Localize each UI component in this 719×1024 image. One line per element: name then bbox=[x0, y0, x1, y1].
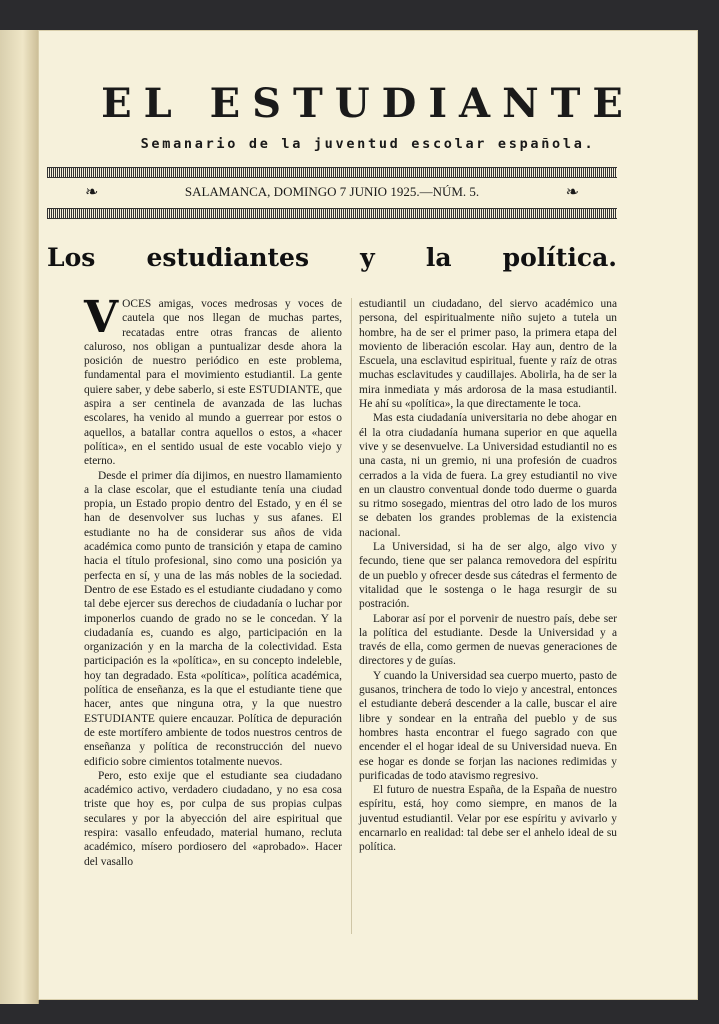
fleuron-left-icon: ❧ bbox=[85, 184, 99, 201]
article-paragraph: Pero, esto exije que el estudiante sea ciudadano académico activo, verdadero ciudadano, y no esa cosa triste que hoy es, por culpa de sus propias culpas seculares y por la abyección del aire espiritual que respira: vasallo enfeudado, material humano, recluta académico, mísero pordiosero del «aprobado». Hacer del vasallo bbox=[84, 769, 342, 868]
column-divider bbox=[351, 298, 352, 934]
article-column-1 bbox=[84, 292, 342, 869]
article-paragraph: El futuro de nuestra España, de la España de nuestro espíritu, está, hoy como siempre, en manos de la juventud estudiantil. Velar por ese espíritu y avivarlo y encarnarlo en realidad: tal debe ser el anhelo ideal de su política. bbox=[359, 784, 617, 854]
article-column-2 bbox=[359, 297, 617, 855]
masthead-title: EL ESTUDIANTE bbox=[101, 80, 635, 127]
fleuron-right-icon: ❧ bbox=[565, 184, 579, 201]
drop-cap: V bbox=[84, 292, 119, 343]
article-paragraph bbox=[84, 292, 342, 469]
dateline-text: SALAMANCA, DOMINGO 7 JUNIO 1925.—NÚM. 5. bbox=[184, 184, 480, 199]
headline-word: y bbox=[360, 243, 375, 272]
article-paragraph: estudiantil un ciudadano, del siervo académico una persona, del espiritualmente niño sujeto a tutela un hombre, ha de ser el primer paso, la primera etapa del moviento de liberación escolar. Hay aun, dentro de la Escuela, una esclavitud espiritual, fuente y raíz de otras muchas esclavitudes y caudillajes. Abolirla, ha de ser la mira inmediata y más ardorosa de la masa estudiantil. He ahí su «política», la que directamente le toca. bbox=[359, 298, 617, 411]
article-paragraph: La Universidad, si ha de ser algo, algo vivo y fecundo, tiene que ser palanca removedora del espíritu de un pueblo y ofrecer desde sus cátedras el fermento de vitalidad que le sostenga o le haga resurgir de su postración. bbox=[359, 541, 617, 611]
masthead-rule-bottom bbox=[47, 208, 617, 219]
article-paragraph: Laborar así por el porvenir de nuestro país, debe ser la política del estudiante. Desde la Universidad y a través de ella, como germen de nuevas generaciones de directores y de guías. bbox=[359, 612, 617, 668]
headline-word: política. bbox=[502, 243, 617, 272]
article-headline bbox=[47, 243, 617, 272]
article-paragraph: Y cuando la Universidad sea cuerpo muerto, pasto de gusanos, trinchera de todo lo viejo y ancestral, entonces el estudiante deberá descender a la calle, buscar el aire libre y sondear en la entraña del pueblo y de sus hombres hasta encontrar el fuego sagrado con que encender el el hogar ideal de su Universidad nueva. En ese hogar es donde se forjan las naciones redimidas y purificadas de todo atavismo regresivo. bbox=[359, 669, 617, 782]
adjacent-page-edge bbox=[0, 30, 39, 1004]
masthead-rule-top bbox=[47, 167, 617, 178]
headline-word: estudiantes bbox=[146, 243, 310, 272]
dateline bbox=[47, 182, 617, 202]
article-paragraph: Mas esta ciudadanía universitaria no debe ahogar en él la otra ciudadanía humana superior en que aquella vive y se desenvuelve. La Universidad estudiantil no es una casta, ni un gremio, ni una profesión de cuadros cerrados a la vida de fuera. La grey estudiantil no vive en un claustro conventual donde todo duerme o guarda su ritmo sosegado, mientras del otro lado de los muros se debaten los grandes problemas de la existencia nacional. bbox=[359, 412, 617, 539]
headline-word: Los bbox=[47, 243, 96, 272]
article-paragraph: Desde el primer día dijimos, en nuestro llamamiento a la clase escolar, que el estudiante tenía una ciudad propia, un Estado propio dentro del Estado, y en él se han de desenvolver sus luchas y sus afanes. El estudiante no ha de considerar sus años de vida académica como punto de transición y etapa de camino hacia el título profesional, sino como una posición ya perfecta en sí, y una de las más nobles de la sociedad. Dentro de ese Estado es el estudiante ciudadano y como tal debe ejercer sus derechos de ciudadanía o luchar por imponerlos cuando de grado no se le concedan. Y la ciudadanía es, cuando es algo, participación en la organización y en la marcha de la colectividad. Esta participación es la «política», en su concepto indeleble, hoy tan degradado. Esta «política», política académica, política de enseñanza, es la que el estudiante tiene que hacer, antes que ninguna otra, y la que nuestro ESTUDIANTE quiere encauzar. Política de depuración de este mortífero ambiente de todos nuestros centros de enseñanza y política de reconstrucción del nuevo edificio sobre cimientos totalmente nuevos. bbox=[84, 469, 342, 768]
masthead-subtitle: Semanario de la juventud escolar española. bbox=[140, 136, 596, 152]
paragraph-text: OCES amigas, voces medrosas y voces de cautela que nos llegan de muchas partes, recatadas entre otras francas de aliento caluroso, nos obligan a puntualizar desde ahora la posición de nuestro periódico en este problema, fundamental para el movimiento estudiantil. La gente quiere saber, y debe saberlo, si este ESTUDIANTE, que aspira a ser centinela de avanzada de las luchas escolares, ha venido al mundo a guerrear por estos o aquellos, a batallar contra aquellos o estos, a «hacer política», en el sentido usual de este vocablo viejo y eterno. bbox=[84, 298, 342, 468]
headline-word: la bbox=[425, 243, 452, 272]
